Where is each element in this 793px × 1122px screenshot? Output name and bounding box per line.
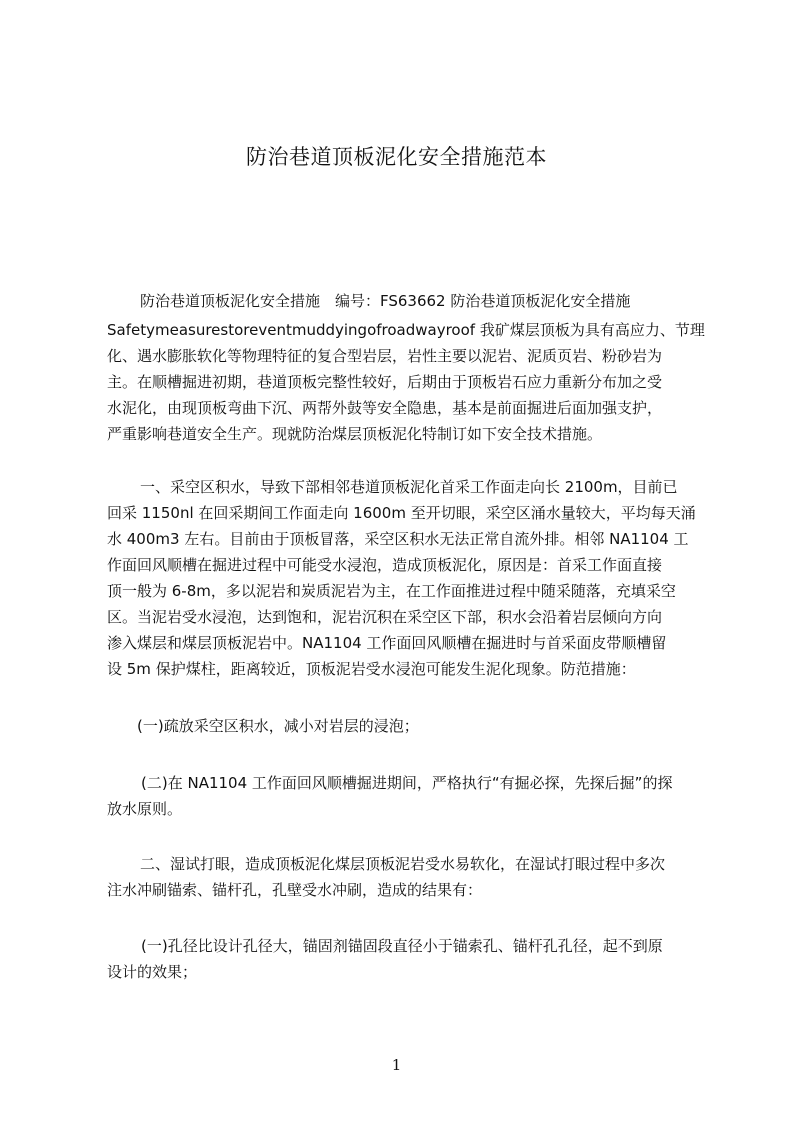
page-number: 1 (391, 1056, 402, 1074)
intro-line-6: 严重影响巷道安全生产。现就防治煤层顶板泥化特制订如下安全技术措施。 (107, 425, 603, 443)
document-title: 防治巷道顶板泥化安全措施范本 (246, 145, 547, 169)
intro-line-2: Safetymeasurestoreventmuddyingofroadwayroof 我矿煤层顶板为具有高应力、节理 (107, 321, 705, 339)
section1-line-8: 设 5m 保护煤柱，距离较近，顶板泥岩受水浸泡可能发生泥化现象。防范措施： (107, 660, 636, 678)
section1-line-6: 区。当泥岩受水浸泡，达到饱和，泥岩沉积在采空区下部，积水会沿着岩层倾向方向 (107, 608, 663, 626)
measure2-line-1: (二)在 NA1104 工作面回风顺槽掘进期间，严格执行“有掘必探，先探后掘”的探 (141, 774, 673, 792)
intro-line-5: 水泥化，由现顶板弯曲下沉、两帮外鼓等安全隐患，基本是前面掘进后面加强支护， (107, 399, 663, 417)
measure1-line: (一)疏放采空区积水，减小对岩层的浸泡； (137, 717, 419, 735)
section1-line-3: 水 400m3 左右。目前由于顶板冒落，采空区积水无法正常自流外排。相邻 NA1104 工 (107, 530, 689, 548)
measure2-line-2: 放水原则。 (107, 800, 183, 818)
section2-line-2: 注水冲刷锚索、锚杆孔，孔壁受水冲刷，造成的结果有： (107, 881, 483, 899)
intro-line-4: 主。在顺槽掘进初期，巷道顶板完整性较好，后期由于顶板岩石应力重新分布加之受 (107, 373, 663, 391)
section1-line-5: 顶一般为 6-8m，多以泥岩和炭质泥岩为主，在工作面推进过程中随采随落，充填采空 (107, 582, 676, 600)
section1-line-2: 回采 1150nl 在回采期间工作面走向 1600m 至开切眼，采空区涌水量较大，平均每天涌 (107, 504, 696, 522)
section1-line-4: 作面回风顺槽在掘进过程中可能受水浸泡，造成顶板泥化，原因是：首采工作面直接 (107, 556, 663, 574)
section1-line-7: 渗入煤层和煤层顶板泥岩中。NA1104 工作面回风顺槽在掘进时与首采面皮带顺槽留 (107, 634, 667, 652)
intro-line-1: 防治巷道顶板泥化安全措施 编号：FS63662 防治巷道顶板泥化安全措施 (140, 292, 631, 310)
intro-line-3: 化、遇水膨胀软化等物理特征的复合型岩层，岩性主要以泥岩、泥质页岩、粉砂岩为 (107, 347, 663, 365)
section1-line-1: 一、采空区积水，导致下部相邻巷道顶板泥化首采工作面走向长 2100m，目前已 (140, 478, 678, 496)
section2-line-1: 二、湿试打眼，造成顶板泥化煤层顶板泥岩受水易软化，在湿试打眼过程中多次 (140, 855, 666, 873)
result1-line-2: 设计的效果； (107, 963, 198, 981)
result1-line-1: (一)孔径比设计孔径大，锚固剂锚固段直径小于锚索孔、锚杆孔孔径，起不到原 (141, 937, 663, 955)
